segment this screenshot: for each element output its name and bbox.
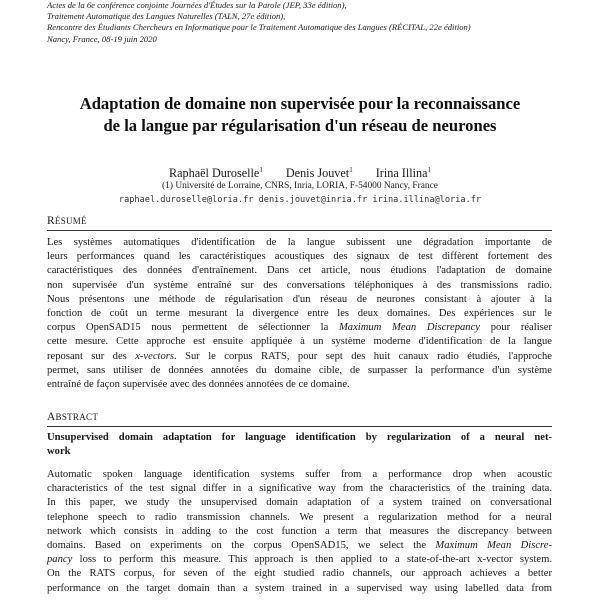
- english-title-line: Unsupervised domain adaptation for language identification by regularization of a neural net-: [47, 432, 552, 443]
- author-affil-mark: 1: [259, 166, 263, 174]
- resume-heading: [47, 215, 87, 227]
- text-line: fonction de coût un terme mesurant la divergence entre les deux domaines. Des expériences sur le: [47, 308, 552, 320]
- text-line: Les systèmes automatiques d'identification de la langue subissent une dégradation importante de: [47, 237, 552, 248]
- author-emails: raphael.duroselle@loria.fr denis.jouvet@inria.fr irina.illina@loria.fr: [118, 195, 482, 205]
- text-line: In this paper, we study the unsupervised domain adaptation of a system trained on conversational: [47, 497, 552, 509]
- text-line: telephone speech to radio transmission channels. We present a regularization method for a neural: [47, 511, 552, 523]
- header-line: Traitement Automatique des Langues Naturelles (TALN, 27e édition),: [47, 11, 286, 22]
- text-line: characteristics of the test signal differ in a significative way from the characteristics of the training data.: [47, 483, 552, 495]
- text-line: entraîné de façon supervisée avec des données annotées de ce domaine.: [47, 379, 350, 391]
- resume-body: [47, 236, 552, 392]
- header-line: Actes de la 6e conférence conjointe Journées d'Études sur la Parole (JEP, 33e édition),: [47, 0, 347, 10]
- text-line: Nous présentons une méthode de régularisation d'un réseau de neurones consistant à ajouter à la: [47, 293, 552, 305]
- section-divider: [47, 230, 552, 231]
- header-line: Rencontre des Étudiants Chercheurs en Informatique pour le Traitement Automatique des Langues (RÉCITAL, 22e édition): [47, 22, 471, 33]
- affiliation: (1) Université de Lorraine, CNRS, Inria, LORIA, F-54000 Nancy, France: [162, 181, 438, 191]
- author-affil-mark: 1: [427, 166, 432, 174]
- author: [169, 166, 263, 180]
- text-line: permet, sans utiliser de données annotées du domaine cible, de surpasser la performance d'un système: [47, 364, 552, 376]
- text-line: On the RATS corpus, for seven of the eight studied radio channels, our approach achieves a better: [47, 568, 552, 580]
- heading-initial: A: [47, 411, 56, 423]
- text-line: Automatic spoken language identification systems suffer from a performance drop when acoustic: [47, 469, 552, 480]
- author-affil-mark: 1: [349, 166, 353, 174]
- heading-rest: ÉSUMÉ: [54, 216, 87, 226]
- author-name: Raphaël Duroselle: [168, 166, 260, 181]
- author: [376, 166, 431, 180]
- title-line: de la langue par régularisation d'un réseau de neurones: [103, 116, 497, 135]
- text-line: non supervisée d'un système entraîné sur des conversations téléphoniques à des transmissions radio.: [47, 279, 552, 291]
- author-name: Irina Illina: [375, 166, 428, 181]
- heading-rest: BSTRACT: [55, 412, 99, 422]
- english-title: [47, 431, 552, 459]
- text-line: domains. Based on experiments on the corpus OpenSAD15, we select the Maximum Mean Discre-: [47, 540, 552, 552]
- conference-header: [47, 0, 587, 45]
- text-line: caractéristiques des données d'entraînement. Dans cet article, nous étudions l'adaptation de domaine: [47, 265, 552, 277]
- header-line: Nancy, France, 08-19 juin 2020: [47, 33, 157, 44]
- text-line: corpus OpenSAD15 nous permettent de sélectionner la Maximum Mean Discrepancy pour réaliser: [47, 322, 552, 334]
- text-line: cette mesure. Cette approche est ensuite appliquée à un système moderne d'identification de la langue: [47, 336, 552, 348]
- author: [286, 166, 353, 180]
- abstract-body: [47, 468, 552, 596]
- author-list: [30, 163, 570, 181]
- heading-initial: R: [47, 215, 55, 227]
- author-name: Denis Jouvet: [285, 166, 350, 181]
- abstract-heading: [47, 411, 98, 423]
- text-line: reposant sur des x-vectors. Sur le corpus RATS, pour sept des huit canaux radio étudiés, l'approche: [47, 350, 552, 362]
- title-line: Adaptation de domaine non supervisée pour la reconnaissance: [79, 94, 521, 113]
- text-line: network which consists in adding to the cost function a term that measures the discrepancy between: [47, 525, 552, 537]
- text-line: performance on the target domain than a system trained in a supervised way using labelled data from: [47, 582, 552, 594]
- text-line: pancy loss to perform this measure. This approach is then applied to a state-of-the-art x-vector system.: [47, 554, 552, 566]
- english-title-line: work: [47, 446, 71, 458]
- paper-title: [30, 93, 570, 137]
- text-line: leurs performances quand les caractéristiques acoustiques des signaux de test diffèrent fortement des: [47, 251, 552, 263]
- section-divider: [47, 426, 552, 427]
